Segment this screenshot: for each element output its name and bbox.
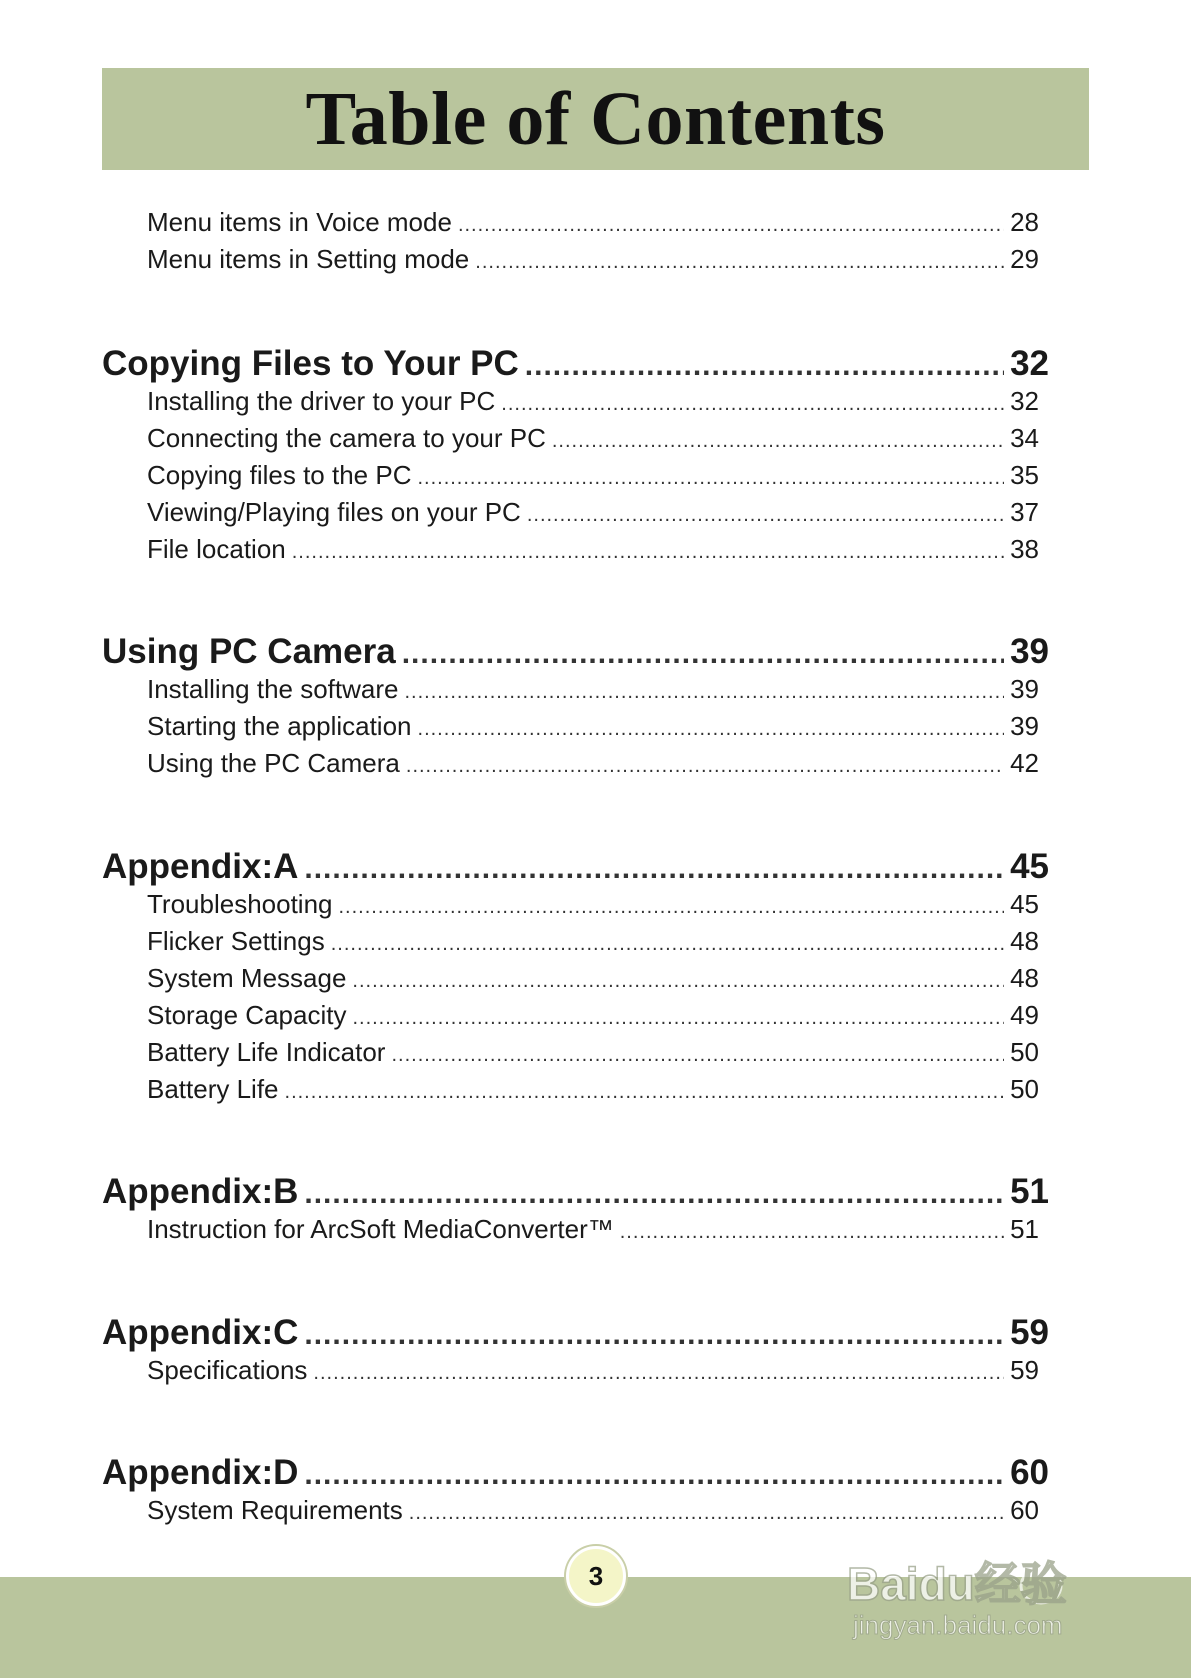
toc-entry[interactable]	[147, 460, 1039, 491]
toc-entry[interactable]	[147, 423, 1039, 454]
toc-entry-page: 34	[1010, 423, 1039, 453]
leader-dots	[404, 681, 1004, 704]
toc-entry[interactable]	[147, 1495, 1039, 1526]
toc-entry-label: Menu items in Voice mode	[147, 207, 452, 237]
toc-entry-label: Flicker Settings	[147, 926, 325, 956]
leader-dots	[304, 1177, 1004, 1211]
toc-entry-label: Battery Life Indicator	[147, 1037, 386, 1067]
toc-entry[interactable]	[147, 244, 1039, 275]
toc-section[interactable]	[102, 1172, 1049, 1212]
leader-dots	[304, 1318, 1004, 1352]
toc-entry[interactable]	[147, 674, 1039, 705]
toc-entry-page: 60	[1010, 1495, 1039, 1525]
toc-entry-label: Troubleshooting	[147, 889, 333, 919]
toc-entry-label: Viewing/Playing files on your PC	[147, 497, 521, 527]
toc-entry-label: Menu items in Setting mode	[147, 244, 470, 274]
toc-entry-page: 45	[1010, 889, 1039, 919]
leader-dots	[313, 1362, 1004, 1385]
toc-entry-label: Storage Capacity	[147, 1000, 347, 1030]
toc-entry-label: System Requirements	[147, 1495, 403, 1525]
leader-dots	[406, 755, 1004, 778]
toc-entry-page: 29	[1010, 244, 1039, 274]
watermark-url: jingyan.baidu.com	[853, 1610, 1063, 1640]
toc-entry-label: Specifications	[147, 1355, 308, 1385]
page-number-badge: 3	[566, 1546, 626, 1606]
toc-entry[interactable]	[147, 497, 1039, 528]
toc-section[interactable]	[102, 847, 1049, 887]
toc-section-label: Appendix:C	[102, 1313, 299, 1352]
toc-section-label: Appendix:B	[102, 1172, 299, 1211]
toc-entry[interactable]	[147, 963, 1039, 994]
leader-dots	[402, 637, 1004, 671]
toc-entry-label: Installing the driver to your PC	[147, 386, 496, 416]
toc-section-label: Appendix:D	[102, 1453, 299, 1492]
toc-entry-label: Installing the software	[147, 674, 399, 704]
toc-entry[interactable]	[147, 926, 1039, 957]
toc-entry-page: 38	[1010, 534, 1039, 564]
toc-section-page: 39	[1010, 632, 1049, 671]
toc-section-page: 45	[1010, 847, 1049, 886]
toc-entry-page: 59	[1010, 1355, 1039, 1385]
toc-entry-label: System Message	[147, 963, 347, 993]
toc-entry-page: 39	[1010, 711, 1039, 741]
toc-section[interactable]	[102, 1453, 1049, 1493]
leader-dots	[304, 1458, 1004, 1492]
toc-entry[interactable]	[147, 1000, 1039, 1031]
toc-entry-label: Instruction for ArcSoft MediaConverter™	[147, 1214, 614, 1244]
toc-entry[interactable]	[147, 711, 1039, 742]
leader-dots	[292, 541, 1004, 564]
toc-entry[interactable]	[147, 207, 1039, 238]
toc-section-label: Copying Files to Your PC	[102, 344, 519, 383]
toc-entry-page: 51	[1010, 1214, 1039, 1244]
toc-entry-page: 32	[1010, 386, 1039, 416]
toc-entry-page: 50	[1010, 1037, 1039, 1067]
toc-entry-label: Connecting the camera to your PC	[147, 423, 546, 453]
leader-dots	[285, 1081, 1005, 1104]
toc-section[interactable]	[102, 632, 1049, 672]
toc-entry-page: 35	[1010, 460, 1039, 490]
leader-dots	[304, 852, 1004, 886]
toc-section-page: 32	[1010, 344, 1049, 383]
leader-dots	[352, 1007, 1004, 1030]
baidu-jingyan-watermark	[845, 1524, 1125, 1644]
leader-dots	[620, 1221, 1004, 1244]
toc-section-page: 51	[1010, 1172, 1049, 1211]
leader-dots	[525, 349, 1004, 383]
toc-section-page: 60	[1010, 1453, 1049, 1492]
leader-dots	[475, 251, 1004, 274]
toc-entry-label: Battery Life	[147, 1074, 279, 1104]
toc-entry[interactable]	[147, 1074, 1039, 1105]
leader-dots	[501, 393, 1004, 416]
leader-dots	[458, 214, 1004, 237]
leader-dots	[391, 1044, 1004, 1067]
toc-entry[interactable]	[147, 1037, 1039, 1068]
watermark-brand: Baidu经验	[847, 1558, 1067, 1610]
toc-entry-page: 48	[1010, 926, 1039, 956]
toc-section-label: Using PC Camera	[102, 632, 396, 671]
leader-dots	[552, 430, 1004, 453]
leader-dots	[339, 896, 1005, 919]
leader-dots	[331, 933, 1004, 956]
page-title: Table of Contents	[305, 76, 886, 161]
toc-entry-label: File location	[147, 534, 286, 564]
toc-section[interactable]	[102, 344, 1049, 384]
toc-entry-page: 37	[1010, 497, 1039, 527]
title-banner	[102, 68, 1089, 170]
toc-entry-label: Copying files to the PC	[147, 460, 412, 490]
toc-section-page: 59	[1010, 1313, 1049, 1352]
leader-dots	[352, 970, 1004, 993]
toc-entry-label: Starting the application	[147, 711, 412, 741]
toc-entry[interactable]	[147, 386, 1039, 417]
leader-dots	[417, 467, 1004, 490]
leader-dots	[527, 504, 1004, 527]
toc-entry-page: 48	[1010, 963, 1039, 993]
toc-entry[interactable]	[147, 534, 1039, 565]
toc-entry-page: 49	[1010, 1000, 1039, 1030]
toc-entry-page: 42	[1010, 748, 1039, 778]
toc-entry[interactable]	[147, 889, 1039, 920]
toc-section[interactable]	[102, 1313, 1049, 1353]
toc-entry-label: Using the PC Camera	[147, 748, 400, 778]
toc-section-label: Appendix:A	[102, 847, 299, 886]
toc-entry[interactable]	[147, 1355, 1039, 1386]
toc-entry-page: 28	[1010, 207, 1039, 237]
toc-entry[interactable]	[147, 748, 1039, 779]
leader-dots	[418, 718, 1005, 741]
toc-entry-page: 50	[1010, 1074, 1039, 1104]
toc-entry-page: 39	[1010, 674, 1039, 704]
toc-entry[interactable]	[147, 1214, 1039, 1245]
leader-dots	[409, 1502, 1004, 1525]
